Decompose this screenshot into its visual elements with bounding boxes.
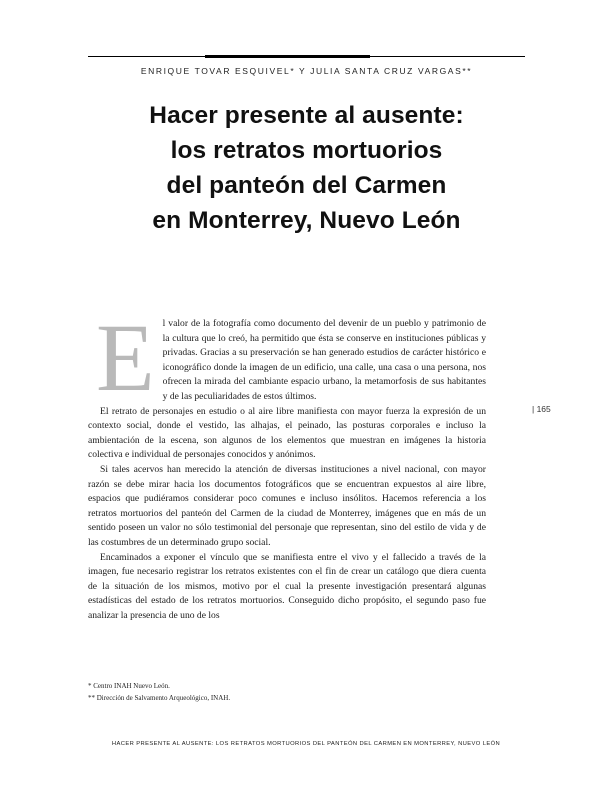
footnotes bbox=[88, 680, 488, 704]
title-line: del panteón del Carmen bbox=[166, 172, 447, 199]
body-paragraph bbox=[88, 304, 486, 411]
footnote: * Centro INAH Nuevo León. bbox=[88, 682, 170, 690]
top-rule-accent bbox=[205, 55, 370, 58]
article-title bbox=[88, 98, 525, 238]
article-body bbox=[88, 304, 486, 623]
body-paragraph: El retrato de personajes en estudio o al aire libre manifiesta con mayor fuerza la expresión de un contexto social, donde el vestido, las alhajas, el peinado, las posturas corporales e incluso la ambientación de la escena, son algunos de los elementos que muestran en imágenes la historia colectiva e individual de personajes conocidos y anónimos. bbox=[88, 405, 486, 461]
title-line: los retratos mortuorios bbox=[170, 137, 443, 164]
title-line: en Monterrey, Nuevo León bbox=[152, 207, 461, 234]
footnote: ** Dirección de Salvamento Arqueológico, INAH. bbox=[88, 694, 231, 702]
running-footer: HACER PRESENTE AL AUSENTE: LOS RETRATOS MORTUORIOS DEL PANTEÓN DEL CARMEN EN MONTERREY, NUEVO LEÓN bbox=[111, 741, 501, 747]
body-paragraph: Si tales acervos han merecido la atención de diversas instituciones a nivel nacional, con mayor razón se debe mirar hacia los documentos fotográficos que se encuentran expuestos al aire libre, espacios que pudiéramos considerar poco comunes e incluso insólitos. Hacemos referencia a los retratos mortuorios del panteón del Carmen de la ciudad de Monterrey, imágenes que en más de un sentido poseen un valor no sólo testimonial del personaje que representan, sino del estilo de vida y de las costumbres de un determinado grupo social. bbox=[88, 463, 486, 548]
paragraph-text: l valor de la fotografía como documento del devenir de un pueblo y patrimonio de la cultura que lo creó, ha permitido que ésta se conserve en instituciones públicas y privadas. Gracias a su preservación se han generado estudios de carácter histórico e iconográfico donde la imagen de un edificio, una calle, una casa o una persona, nos ofrecen la mirada del cambiante espacio urbano, la metamorfosis de sus habitantes y de las peculiaridades de estos últimos. bbox=[162, 318, 486, 402]
drop-cap: E bbox=[96, 304, 155, 411]
page-number: | 165 bbox=[532, 404, 551, 414]
article-authors: ENRIQUE TOVAR ESQUIVEL* Y JULIA SANTA CRUZ VARGAS** bbox=[140, 66, 473, 76]
body-paragraph: Encaminados a exponer el vínculo que se manifiesta entre el vivo y el fallecido a través de la imagen, fue necesario registrar los retratos existentes con el fin de crear un catálogo que diera cuenta de la situación de los mismos, motivo por el cual la presente investigación presentará algunas estadísticas del estado de los retratos mortuorios. Conseguido dicho propósito, el segundo paso fue analizar la presencia de uno de los bbox=[88, 551, 486, 621]
title-line: Hacer presente al ausente: bbox=[149, 102, 464, 129]
